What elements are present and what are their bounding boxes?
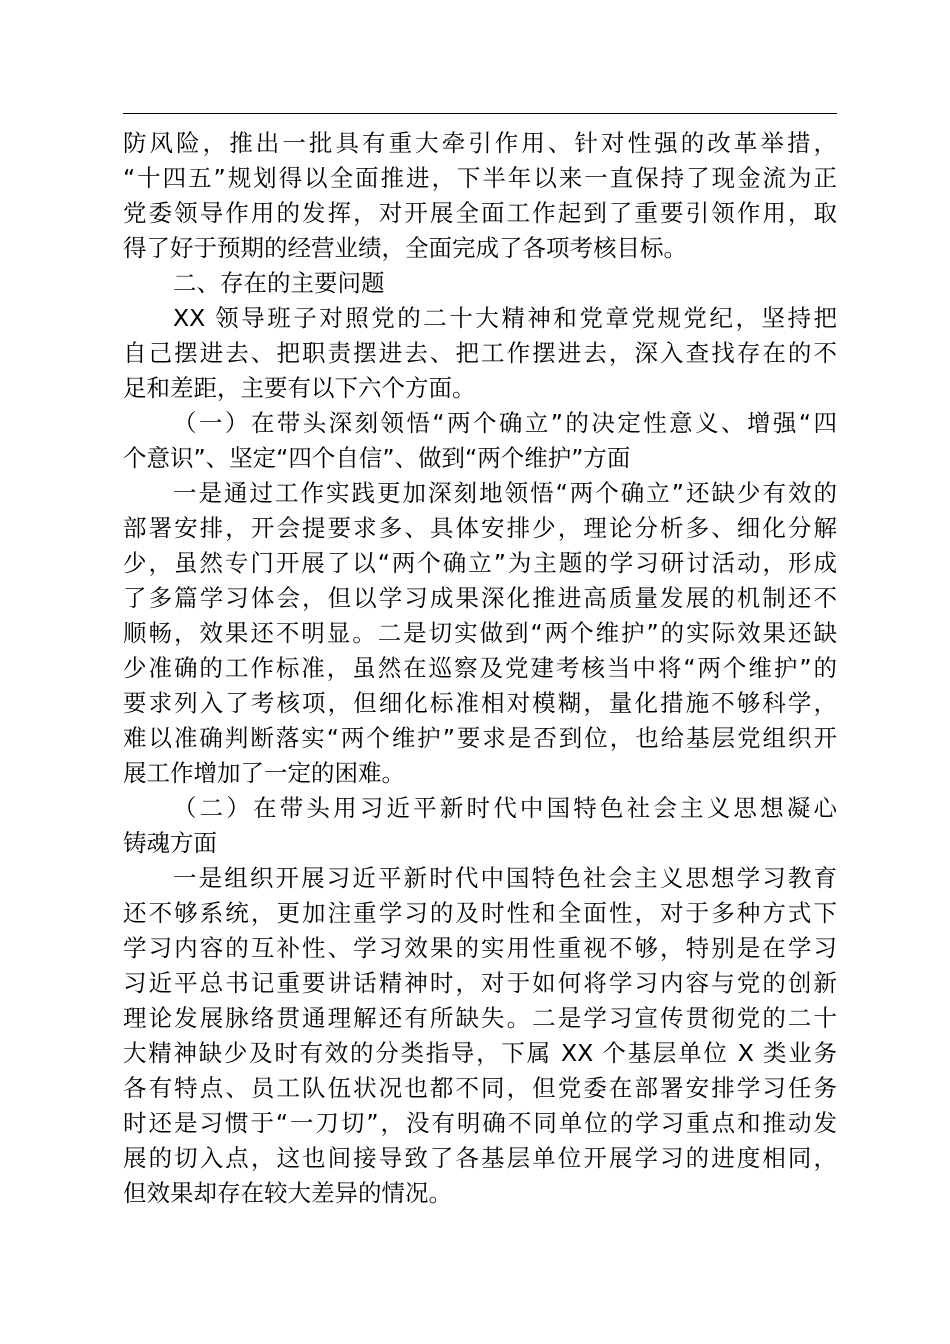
text-line: 顺畅，效果还不明显。二是切实做到“两个维护”的实际效果还缺 [123, 619, 837, 647]
text-line: “十四五”规划得以全面推进，下半年以来一直保持了现金流为正 [123, 164, 837, 192]
text-line: 足和差距，主要有以下六个方面。 [123, 374, 476, 402]
text-line: 自己摆进去、把职责摆进去、把工作摆进去，深入查找存在的不 [123, 339, 837, 367]
text-line: 铸魂方面 [123, 829, 217, 857]
document-body [123, 126, 837, 1211]
text-line: 少准确的工作标准，虽然在巡察及党建考核当中将“两个维护”的 [123, 654, 837, 682]
header-rule [123, 113, 837, 114]
text-line: 但效果却存在较大差异的情况。 [123, 1179, 452, 1207]
text-line: 部署安排，开会提要求多、具体安排少，理论分析多、细化分解 [123, 514, 837, 542]
text-line: 了多篇学习体会，但以学习成果深化推进高质量发展的机制还不 [123, 584, 837, 612]
text-line: 展的切入点，这也间接导致了各基层单位开展学习的进度相同， [123, 1144, 837, 1172]
text-line: 一是通过工作实践更加深刻地领悟“两个确立”还缺少有效的 [173, 479, 837, 507]
text-line: 各有特点、员工队伍状况也都不同，但党委在部署安排学习任务 [123, 1074, 837, 1102]
text-line: 党委领导作用的发挥，对开展全面工作起到了重要引领作用，取 [123, 199, 837, 227]
text-line: 还不够系统，更加注重学习的及时性和全面性，对于多种方式下 [123, 899, 837, 927]
text-line: （二）在带头用习近平新时代中国特色社会主义思想凝心 [173, 794, 837, 822]
text-line: 少，虽然专门开展了以“两个确立”为主题的学习研讨活动，形成 [123, 549, 837, 577]
text-line: 二、存在的主要问题 [173, 269, 385, 297]
text-line: 得了好于预期的经营业绩，全面完成了各项考核目标。 [123, 234, 687, 262]
text-line: （一）在带头深刻领悟“两个确立”的决定性意义、增强“四 [173, 409, 837, 437]
text-line: 一是组织开展习近平新时代中国特色社会主义思想学习教育 [173, 864, 837, 892]
text-line: 时还是习惯于“一刀切”，没有明确不同单位的学习重点和推动发 [123, 1109, 837, 1137]
text-line: XX 领导班子对照党的二十大精神和党章党规党纪，坚持把 [173, 304, 837, 332]
text-line: 难以准确判断落实“两个维护”要求是否到位，也给基层党组织开 [123, 724, 837, 752]
text-line: 理论发展脉络贯通理解还有所缺失。二是学习宣传贯彻党的二十 [123, 1004, 837, 1032]
text-line: 展工作增加了一定的困难。 [123, 759, 405, 787]
text-line: 学习内容的互补性、学习效果的实用性重视不够，特别是在学习 [123, 934, 837, 962]
text-line: 大精神缺少及时有效的分类指导，下属 XX 个基层单位 X 类业务 [123, 1039, 837, 1067]
text-line: 个意识”、坚定“四个自信”、做到“两个维护”方面 [123, 444, 631, 472]
text-line: 习近平总书记重要讲话精神时，对于如何将学习内容与党的创新 [123, 969, 837, 997]
text-line: 要求列入了考核项，但细化标准相对模糊，量化措施不够科学， [123, 689, 837, 717]
text-line: 防风险，推出一批具有重大牵引作用、针对性强的改革举措， [123, 129, 837, 157]
